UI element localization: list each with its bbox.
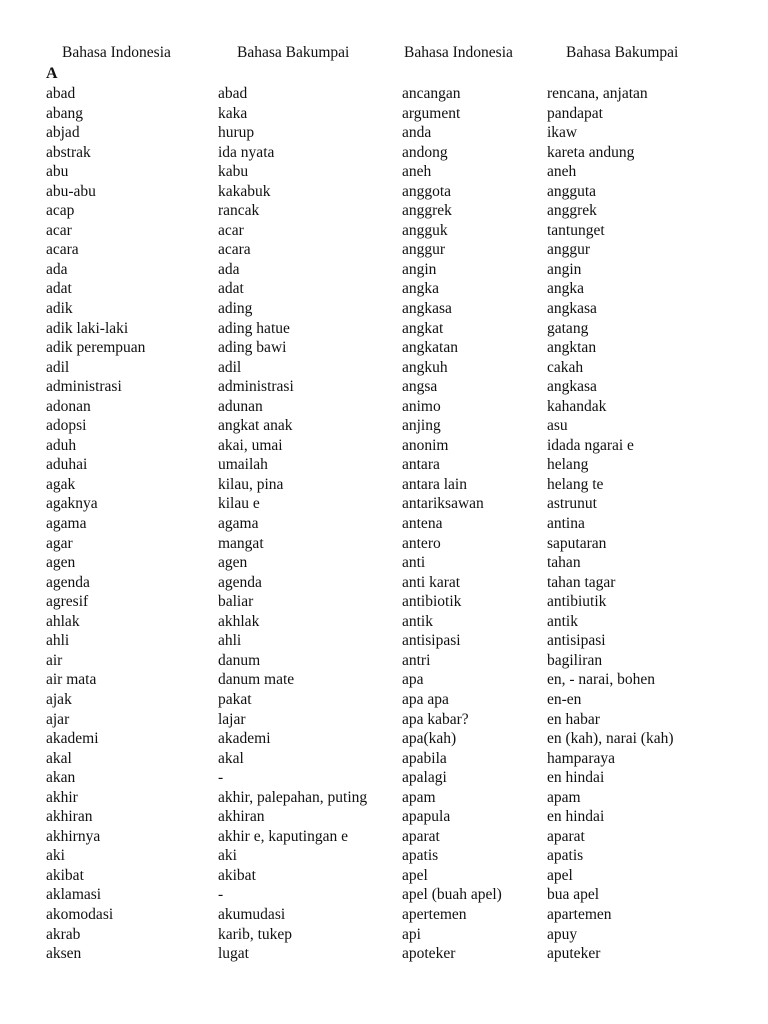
indonesia-word: apa(kah): [402, 730, 457, 748]
bakumpai-word: gatang: [547, 319, 589, 337]
bakumpai-word: danum mate: [218, 671, 295, 689]
bakumpai-word: -: [218, 769, 224, 787]
bakumpai-word: acara: [218, 241, 251, 259]
indonesia-word: agen: [46, 554, 76, 572]
table-row: [0, 514, 768, 534]
bakumpai-word: ikaw: [547, 124, 578, 142]
bakumpai-word: apel: [547, 866, 573, 884]
bakumpai-word: kilau e: [218, 495, 260, 513]
table-row: [0, 201, 768, 221]
table-row: [0, 885, 768, 905]
indonesia-word: anti karat: [402, 573, 461, 591]
table-row: [0, 104, 768, 124]
header-bakumpai-right: Bahasa Bakumpai: [566, 44, 679, 61]
indonesia-word: aki: [46, 847, 65, 865]
bakumpai-word: agama: [218, 515, 259, 533]
indonesia-word: api: [402, 925, 421, 943]
table-row: [0, 788, 768, 808]
indonesia-word: apertemen: [402, 905, 467, 923]
bakumpai-word: rencana, anjatan: [547, 85, 648, 102]
indonesia-word: ajar: [46, 710, 70, 728]
bakumpai-word: hamparaya: [547, 749, 615, 767]
indonesia-word: apa kabar?: [402, 710, 469, 728]
bakumpai-word: ahli: [218, 632, 242, 650]
bakumpai-word: antisipasi: [547, 632, 606, 650]
table-row: [0, 279, 768, 299]
indonesia-word: angkatan: [402, 339, 458, 357]
table-row: [0, 416, 768, 436]
indonesia-word: agenda: [46, 573, 90, 591]
table-row: [0, 710, 768, 730]
table-row: [0, 143, 768, 163]
indonesia-word: antero: [402, 534, 441, 552]
table-row: [0, 240, 768, 260]
indonesia-word: air mata: [46, 671, 97, 689]
bakumpai-word: akibat: [218, 866, 256, 884]
indonesia-word: ahlak: [46, 612, 80, 630]
indonesia-word: apa: [402, 671, 424, 689]
bakumpai-word: tahan tagar: [547, 573, 616, 591]
bakumpai-word: rancak: [218, 202, 260, 220]
bakumpai-word: helang: [547, 456, 589, 474]
indonesia-word: antariksawan: [402, 495, 484, 513]
bakumpai-word: agen: [218, 554, 248, 572]
bakumpai-word: ading: [218, 300, 253, 318]
indonesia-word: andong: [402, 143, 448, 161]
bakumpai-word: ading bawi: [218, 339, 287, 357]
indonesia-word: acar: [46, 221, 72, 239]
bakumpai-word: angkat anak: [218, 417, 293, 435]
bakumpai-word: adil: [218, 358, 242, 376]
indonesia-word: apel: [402, 866, 428, 884]
indonesia-word: ahli: [46, 632, 70, 650]
bakumpai-word: bua apel: [547, 886, 600, 904]
bakumpai-word: lugat: [218, 945, 249, 963]
table-row: [0, 397, 768, 417]
table-row: [0, 299, 768, 319]
bakumpai-word: apuy: [547, 925, 578, 943]
indonesia-word: angguk: [402, 221, 448, 239]
bakumpai-word: apatis: [547, 847, 584, 865]
table-row: [0, 475, 768, 495]
bakumpai-word: aneh: [547, 163, 577, 181]
bakumpai-word: aparat: [547, 827, 585, 845]
table-row: [0, 338, 768, 358]
bakumpai-word: baliar: [218, 593, 254, 611]
table-row: [0, 84, 768, 104]
bakumpai-word: adat: [218, 280, 244, 298]
bakumpai-word: kareta andung: [547, 143, 635, 161]
indonesia-word: air: [46, 651, 63, 669]
table-row: [0, 221, 768, 241]
indonesia-word: akademi: [46, 730, 99, 748]
bakumpai-word: hurup: [218, 124, 255, 142]
indonesia-word: agar: [46, 534, 73, 552]
indonesia-word: apapula: [402, 808, 451, 826]
table-row: [0, 690, 768, 710]
bakumpai-word: antibiutik: [547, 593, 607, 611]
indonesia-word: adat: [46, 280, 72, 298]
table-row: [0, 162, 768, 182]
bakumpai-word: kaka: [218, 104, 248, 122]
section-letter: A: [46, 65, 58, 82]
table-row: [0, 123, 768, 143]
indonesia-word: akrab: [46, 925, 81, 943]
indonesia-word: agresif: [46, 593, 89, 611]
indonesia-word: adik: [46, 300, 73, 318]
table-row: [0, 925, 768, 945]
indonesia-word: adik perempuan: [46, 339, 146, 357]
table-row: [0, 260, 768, 280]
bakumpai-word: angka: [547, 280, 585, 298]
indonesia-word: agak: [46, 475, 76, 493]
indonesia-word: angkat: [402, 319, 444, 337]
indonesia-word: aduhai: [46, 456, 88, 474]
indonesia-word: aduh: [46, 436, 77, 454]
table-row: [0, 944, 768, 964]
table-row: [0, 455, 768, 475]
bakumpai-word: apartemen: [547, 905, 612, 923]
table-row: [0, 846, 768, 866]
indonesia-word: aklamasi: [46, 886, 102, 904]
table-row: [0, 651, 768, 671]
bakumpai-word: akumudasi: [218, 905, 286, 923]
bakumpai-word: kakabuk: [218, 182, 271, 200]
bakumpai-word: akhir, palepahan, puting: [218, 788, 368, 806]
indonesia-word: akhiran: [46, 808, 93, 826]
indonesia-word: animo: [402, 397, 441, 415]
bakumpai-word: angin: [547, 260, 582, 278]
table-row: [0, 182, 768, 202]
table-row: [0, 494, 768, 514]
indonesia-word: apel (buah apel): [402, 886, 502, 904]
bakumpai-word: angguta: [547, 182, 597, 200]
indonesia-word: acap: [46, 202, 75, 220]
indonesia-word: akal: [46, 749, 72, 767]
table-row: [0, 905, 768, 925]
bakumpai-word: apam: [547, 788, 581, 806]
bakumpai-word: astrunut: [547, 495, 597, 513]
bakumpai-word: asu: [547, 417, 568, 435]
bakumpai-word: danum: [218, 651, 261, 669]
table-row: [0, 436, 768, 456]
table-row: [0, 612, 768, 632]
indonesia-word: apabila: [402, 749, 447, 767]
indonesia-word: apalagi: [402, 769, 447, 787]
bakumpai-word: ada: [218, 260, 240, 278]
indonesia-word: acara: [46, 241, 79, 259]
indonesia-word: antri: [402, 651, 431, 669]
bakumpai-word: ida nyata: [218, 143, 275, 161]
bakumpai-word: anggur: [547, 241, 591, 259]
table-row: [0, 534, 768, 554]
bakumpai-word: en hindai: [547, 808, 605, 826]
table-row: [0, 807, 768, 827]
bakumpai-word: adunan: [218, 397, 263, 415]
indonesia-word: adopsi: [46, 417, 87, 435]
dictionary-table: [0, 84, 768, 964]
bakumpai-word: kilau, pina: [218, 475, 284, 493]
indonesia-word: angkuh: [402, 358, 448, 376]
bakumpai-word: pandapat: [547, 104, 603, 122]
indonesia-word: aksen: [46, 945, 82, 963]
indonesia-word: ajak: [46, 690, 72, 708]
bakumpai-word: bagiliran: [547, 651, 603, 669]
bakumpai-word: saputaran: [547, 534, 607, 552]
indonesia-word: anda: [402, 124, 432, 142]
indonesia-word: abjad: [46, 124, 80, 142]
bakumpai-word: en (kah), narai (kah): [547, 730, 674, 748]
indonesia-word: apam: [402, 788, 436, 806]
table-row: [0, 553, 768, 573]
indonesia-word: angsa: [402, 378, 438, 396]
table-row: [0, 631, 768, 651]
indonesia-word: administrasi: [46, 378, 122, 396]
bakumpai-word: karib, tukep: [218, 925, 293, 943]
bakumpai-word: angkasa: [547, 300, 597, 318]
indonesia-word: anonim: [402, 436, 449, 454]
table-row: [0, 358, 768, 378]
indonesia-word: akhir: [46, 788, 78, 806]
indonesia-word: anjing: [402, 417, 441, 435]
bakumpai-word: -: [218, 886, 224, 904]
bakumpai-word: agenda: [218, 573, 262, 591]
indonesia-word: ancangan: [402, 85, 461, 102]
table-row: [0, 827, 768, 847]
bakumpai-word: en habar: [547, 710, 600, 728]
indonesia-word: abu: [46, 163, 69, 181]
bakumpai-word: en hindai: [547, 769, 605, 787]
indonesia-word: antara: [402, 456, 440, 474]
bakumpai-word: helang te: [547, 475, 604, 493]
bakumpai-word: cakah: [547, 358, 584, 376]
bakumpai-word: en-en: [547, 690, 582, 708]
indonesia-word: angka: [402, 280, 440, 298]
header-indonesia-right: Bahasa Indonesia: [404, 44, 513, 61]
indonesia-word: apoteker: [402, 945, 456, 963]
indonesia-word: apatis: [402, 847, 439, 865]
header-bakumpai-left: Bahasa Bakumpai: [237, 44, 350, 61]
bakumpai-word: akhlak: [218, 612, 260, 630]
indonesia-word: anggur: [402, 241, 446, 259]
bakumpai-word: aputeker: [547, 945, 601, 963]
indonesia-word: akhirnya: [46, 827, 101, 845]
table-row: [0, 768, 768, 788]
bakumpai-word: aki: [218, 847, 237, 865]
bakumpai-word: en, - narai, bohen: [547, 671, 656, 689]
bakumpai-word: akhiran: [218, 808, 265, 826]
table-row: [0, 592, 768, 612]
indonesia-word: argument: [402, 104, 461, 122]
bakumpai-word: tahan: [547, 554, 581, 572]
bakumpai-word: anggrek: [547, 202, 597, 220]
indonesia-word: agaknya: [46, 495, 98, 513]
indonesia-word: agama: [46, 515, 87, 533]
indonesia-word: angin: [402, 260, 437, 278]
indonesia-word: anggrek: [402, 202, 452, 220]
bakumpai-word: akademi: [218, 730, 271, 748]
indonesia-word: abad: [46, 85, 76, 102]
bakumpai-word: akai, umai: [218, 436, 283, 454]
indonesia-word: antisipasi: [402, 632, 461, 650]
bakumpai-word: angktan: [547, 339, 597, 357]
bakumpai-word: akal: [218, 749, 244, 767]
column-headers: [0, 44, 768, 64]
bakumpai-word: acar: [218, 221, 244, 239]
bakumpai-word: antina: [547, 515, 585, 533]
indonesia-word: apa apa: [402, 690, 449, 708]
indonesia-word: adonan: [46, 397, 91, 415]
table-row: [0, 377, 768, 397]
table-row: [0, 749, 768, 769]
bakumpai-word: idada ngarai e: [547, 436, 634, 454]
bakumpai-word: administrasi: [218, 378, 294, 396]
indonesia-word: antara lain: [402, 475, 467, 493]
bakumpai-word: tantunget: [547, 221, 605, 239]
table-row: [0, 670, 768, 690]
indonesia-word: adil: [46, 358, 70, 376]
indonesia-word: akibat: [46, 866, 84, 884]
bakumpai-word: pakat: [218, 690, 252, 708]
bakumpai-word: antik: [547, 612, 578, 630]
indonesia-word: anti: [402, 554, 426, 572]
bakumpai-word: umailah: [218, 456, 268, 474]
bakumpai-word: ading hatue: [218, 319, 290, 337]
bakumpai-word: mangat: [218, 534, 264, 552]
table-row: [0, 729, 768, 749]
indonesia-word: angkasa: [402, 300, 452, 318]
indonesia-word: aparat: [402, 827, 440, 845]
bakumpai-word: akhir e, kaputingan e: [218, 827, 348, 845]
indonesia-word: antena: [402, 515, 443, 533]
bakumpai-word: abad: [218, 85, 248, 102]
table-row: [0, 866, 768, 886]
indonesia-word: abstrak: [46, 143, 91, 161]
indonesia-word: ada: [46, 260, 68, 278]
indonesia-word: akan: [46, 769, 76, 787]
indonesia-word: abang: [46, 104, 84, 122]
table-row: [0, 573, 768, 593]
header-indonesia-left: Bahasa Indonesia: [62, 44, 171, 61]
indonesia-word: anggota: [402, 182, 452, 200]
bakumpai-word: lajar: [218, 710, 246, 728]
bakumpai-word: angkasa: [547, 378, 597, 396]
bakumpai-word: kabu: [218, 163, 249, 181]
indonesia-word: adik laki-laki: [46, 319, 129, 337]
indonesia-word: aneh: [402, 163, 432, 181]
bakumpai-word: kahandak: [547, 397, 607, 415]
table-row: [0, 319, 768, 339]
indonesia-word: abu-abu: [46, 182, 96, 200]
indonesia-word: antik: [402, 612, 433, 630]
indonesia-word: antibiotik: [402, 593, 462, 611]
indonesia-word: akomodasi: [46, 905, 114, 923]
